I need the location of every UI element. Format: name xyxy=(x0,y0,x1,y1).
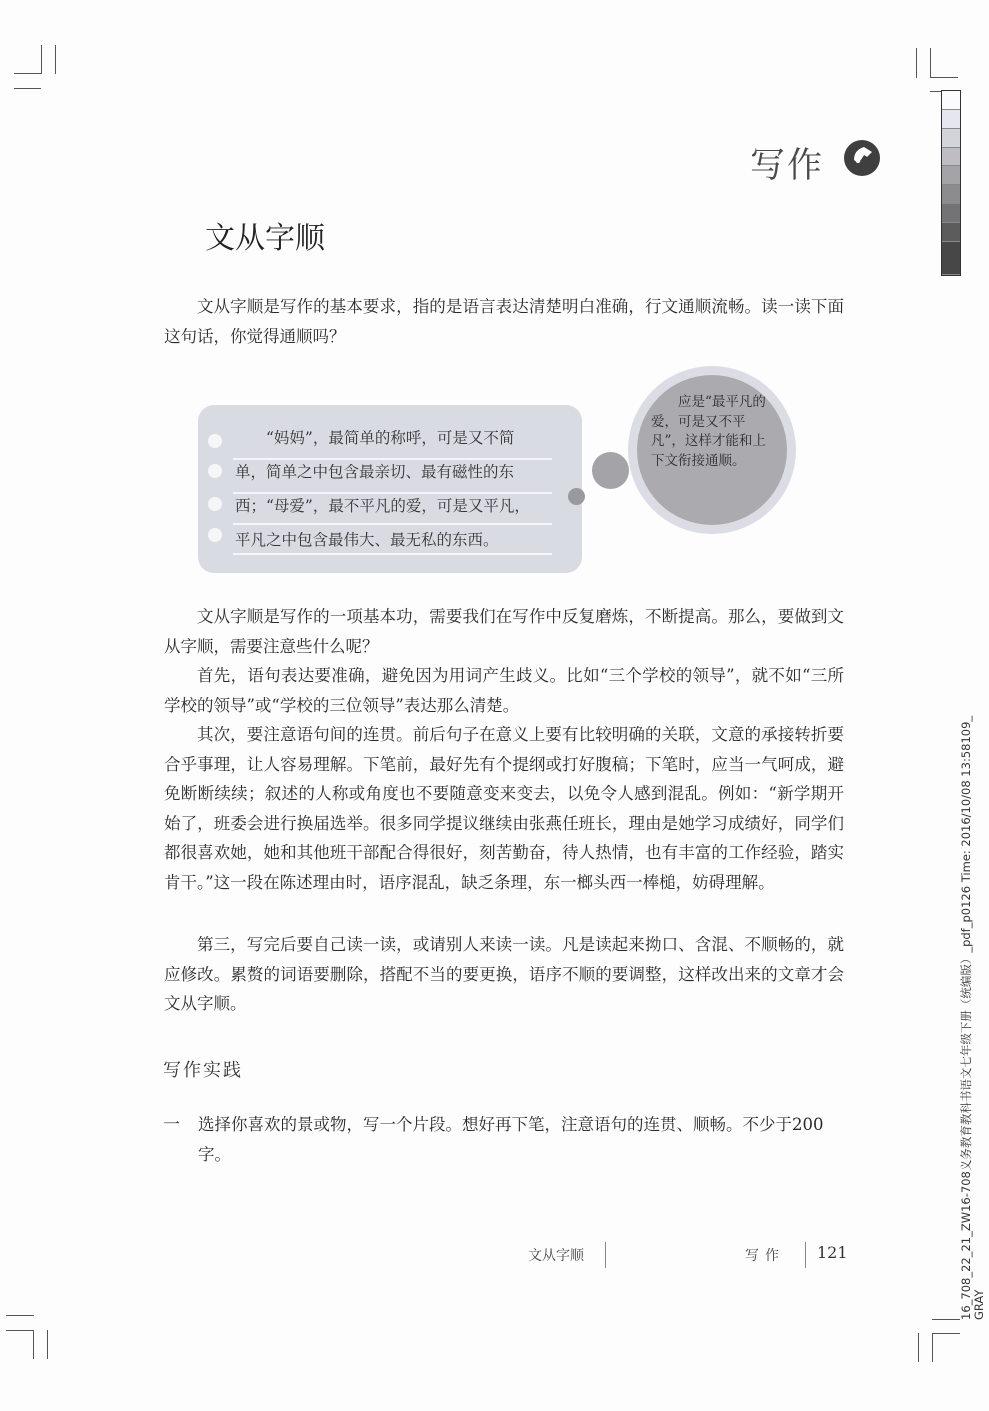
footer-divider xyxy=(805,1242,806,1268)
task-text: 选择你喜欢的景或物，写一个片段。想好再下笔，注意语句的连贯、顺畅。不少于200字。 xyxy=(198,1115,824,1164)
body-paragraph: 第三，写完后要自己读一读，或请别人来读一读。凡是读起来拗口、含混、不顺畅的，就应修改。累赘的词语要删除，搭配不当的要更换，语序不顺的要调整，这样改出来的文章才会文从字顺。 xyxy=(164,935,844,1013)
body-paragraph: 首先，语句表达要准确，避免因为用词产生歧义。比如“三个学校的领导”，就不如“三所学校的领导”或“学校的三位领导”表达那么清楚。 xyxy=(164,666,844,715)
card-hole xyxy=(208,528,222,542)
bubble-dot-medium xyxy=(592,452,629,489)
card-hole xyxy=(208,464,222,478)
section-number-icon xyxy=(842,138,882,178)
gray-scale-bar xyxy=(941,90,961,276)
footer-section: 写作 xyxy=(745,1248,785,1264)
example-text: “妈妈”，最简单的称呼，可是又不简单，简单之中包含最亲切、最有磁性的东西；“母爱”，最不平凡的爱，可是又平凡，平凡之中包含最伟大、最无私的东西。 xyxy=(235,429,530,549)
print-info-gray: GRAY xyxy=(972,1289,986,1320)
card-hole xyxy=(208,497,222,511)
print-info-line: 16_708_22_21_ZW16-708义务教育教科书语文七年级下册（统编版）_pdf_p0126 Time: 2016/10/08 13:58109_ xyxy=(959,715,973,1320)
body-paragraph: 其次，要注意语句间的连贯。前后句子在意义上要有比较明确的关联，文意的承接转折要合乎事理，让人容易理解。下笔前，最好先有个提纲或打好腹稿；下笔时，应当一气呵成，避免断断续续；叙述的人称或角度也不要随意变来变去，以免令人感到混乱。例如：“新学期开始了，班委会进行换届选举。很多同学提议继续由张燕任班长，理由是她学习成绩好，同学们都很喜欢她，她和其他班干部配合得很好，刻苦勤奋，待人热情，也有丰富的工作经验，踏实肯干。”这一段在陈述理由时，语序混乱，缺乏条理，东一榔头西一棒槌，妨碍理解。 xyxy=(164,725,844,892)
intro-paragraph: 文从字顺是写作的基本要求，指的是语言表达清楚明白准确，行文通顺流畅。读一读下面这句话，你觉得通顺吗？ xyxy=(164,297,844,346)
footer-lesson: 文从字顺 xyxy=(528,1248,584,1264)
comment-text: 应是“最平凡的爱，可是又不平凡”，这样才能和上下文衔接通顺。 xyxy=(651,394,766,469)
section-title: 写作 xyxy=(750,146,825,186)
bubble-dot-small xyxy=(568,488,585,505)
print-info xyxy=(960,716,986,1320)
footer-divider xyxy=(605,1242,606,1268)
card-hole xyxy=(208,434,222,448)
example-card xyxy=(198,405,582,573)
lesson-title: 文从字顺 xyxy=(205,221,325,256)
practice-title: 写作实践 xyxy=(163,1060,243,1081)
body-paragraph: 文从字顺是写作的一项基本功，需要我们在写作中反复磨炼，不断提高。那么，要做到文从字顺，需要注意些什么呢？ xyxy=(164,607,844,656)
page-number: 121 xyxy=(817,1243,848,1262)
task-number: 一 xyxy=(163,1115,180,1135)
